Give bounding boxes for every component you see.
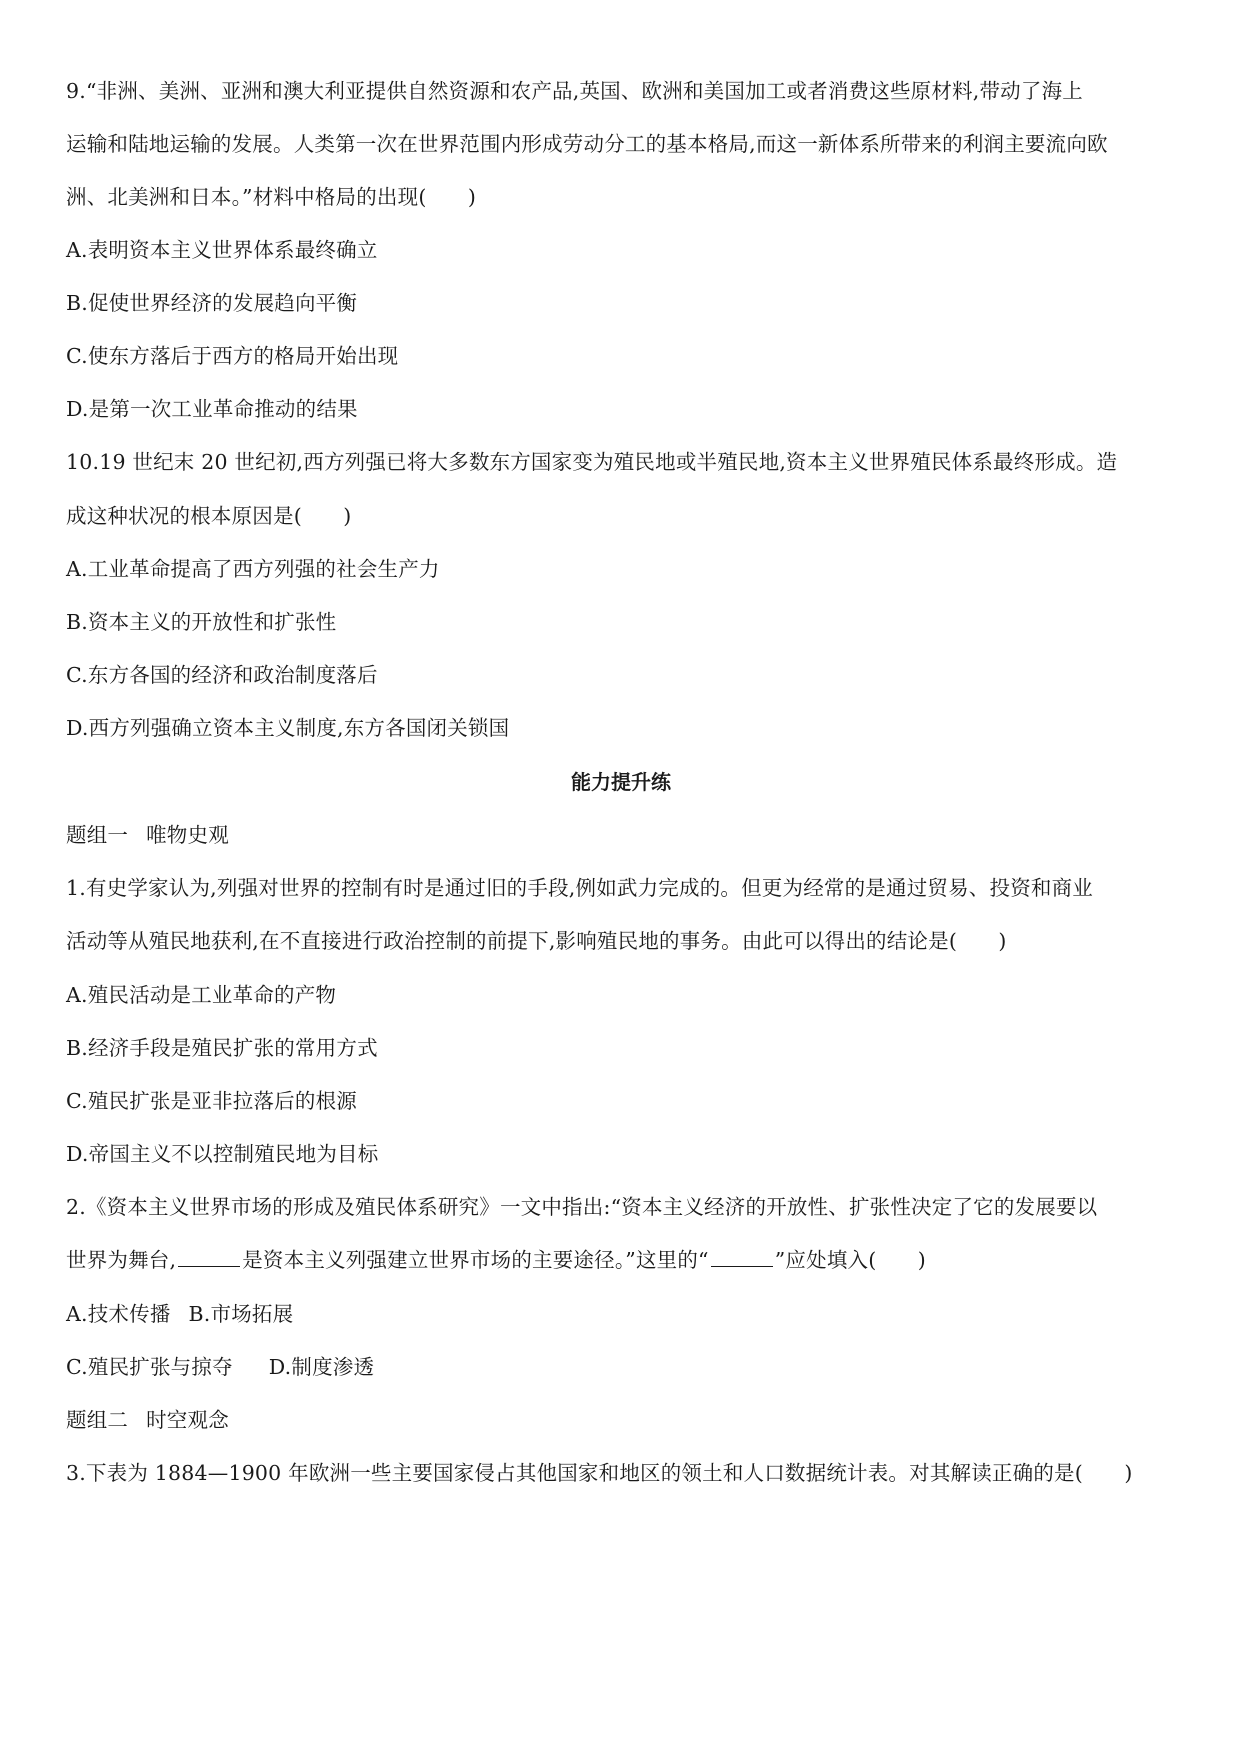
q1-option-d: D.帝国主义不以控制殖民地为目标 [66,1142,379,1166]
q2-options-row-2 [66,1353,374,1381]
group-1-topic: 唯物史观 [146,823,229,847]
q2-option-d: D.制度渗透 [268,1355,375,1379]
group-2-topic: 时空观念 [146,1408,229,1432]
q1-stem-line-2: 活动等从殖民地获利,在不直接进行政治控制的前提下,影响殖民地的事务。由此可以得出的结论是( ) [66,929,1007,953]
fill-blank-1 [178,1246,240,1267]
group-2-label: 题组二 [66,1408,129,1432]
q10-option-d: D.西方列强确立资本主义制度,东方各国闭关锁国 [66,716,510,740]
q9-option-b: B.促使世界经济的发展趋向平衡 [66,291,358,315]
q2-stem-line-1: 2.《资本主义世界市场的形成及殖民体系研究》一文中指出:“资本主义经济的开放性、扩张性决定了它的发展要以 [66,1195,1098,1219]
group-2-heading [66,1406,229,1434]
q1-option-c: C.殖民扩张是亚非拉落后的根源 [66,1089,357,1113]
q2-stem-line-2 [66,1246,926,1274]
section-title: 能力提升练 [571,770,671,794]
q9-option-a: A.表明资本主义世界体系最终确立 [66,238,378,262]
q10-option-c: C.东方各国的经济和政治制度落后 [66,663,378,687]
q1-stem-line-1: 1.有史学家认为,列强对世界的控制有时是通过旧的手段,例如武力完成的。但更为经常的是通过贸易、投资和商业 [66,876,1093,900]
q2-option-b: B.市场拓展 [188,1302,294,1326]
q9-option-d: D.是第一次工业革命推动的结果 [66,397,358,421]
q9-option-c: C.使东方落后于西方的格局开始出现 [66,344,399,368]
q2-option-a: A.技术传播 [66,1302,171,1326]
q10-stem-line-2: 成这种状况的根本原因是( ) [66,504,352,528]
q1-option-a: A.殖民活动是工业革命的产物 [66,983,337,1007]
q10-option-b: B.资本主义的开放性和扩张性 [66,610,337,634]
q3-stem-line-1: 3.下表为 1884—1900 年欧洲一些主要国家侵占其他国家和地区的领土和人口数据统计表。对其解读正确的是( ) [66,1461,1133,1485]
q9-stem-line-2: 运输和陆地运输的发展。人类第一次在世界范围内形成劳动分工的基本格局,而这一新体系所带来的利润主要流向欧 [66,132,1108,156]
q10-stem-line-1: 10.19 世纪末 20 世纪初,西方列强已将大多数东方国家变为殖民地或半殖民地,资本主义世界殖民体系最终形成。造 [66,450,1118,474]
q2-option-c: C.殖民扩张与掠夺 [66,1355,233,1379]
fill-blank-2 [711,1246,773,1267]
q9-stem-line-1: 9.“非洲、美洲、亚洲和澳大利亚提供自然资源和农产品,英国、欧洲和美国加工或者消费这些原材料,带动了海上 [66,79,1083,103]
group-1-label: 题组一 [66,823,129,847]
q10-option-a: A.工业革命提高了西方列强的社会生产力 [66,557,440,581]
q9-stem-line-3: 洲、北美洲和日本。”材料中格局的出现( ) [66,185,477,209]
q2-stem-part-c: ”应处填入( ) [774,1248,927,1272]
q1-option-b: B.经济手段是殖民扩张的常用方式 [66,1036,378,1060]
q2-options-row-1 [66,1300,293,1328]
q2-stem-part-a: 世界为舞台, [66,1248,177,1272]
group-1-heading [66,821,229,849]
q2-stem-part-b: 是资本主义列强建立世界市场的主要途径。”这里的“ [242,1248,709,1272]
